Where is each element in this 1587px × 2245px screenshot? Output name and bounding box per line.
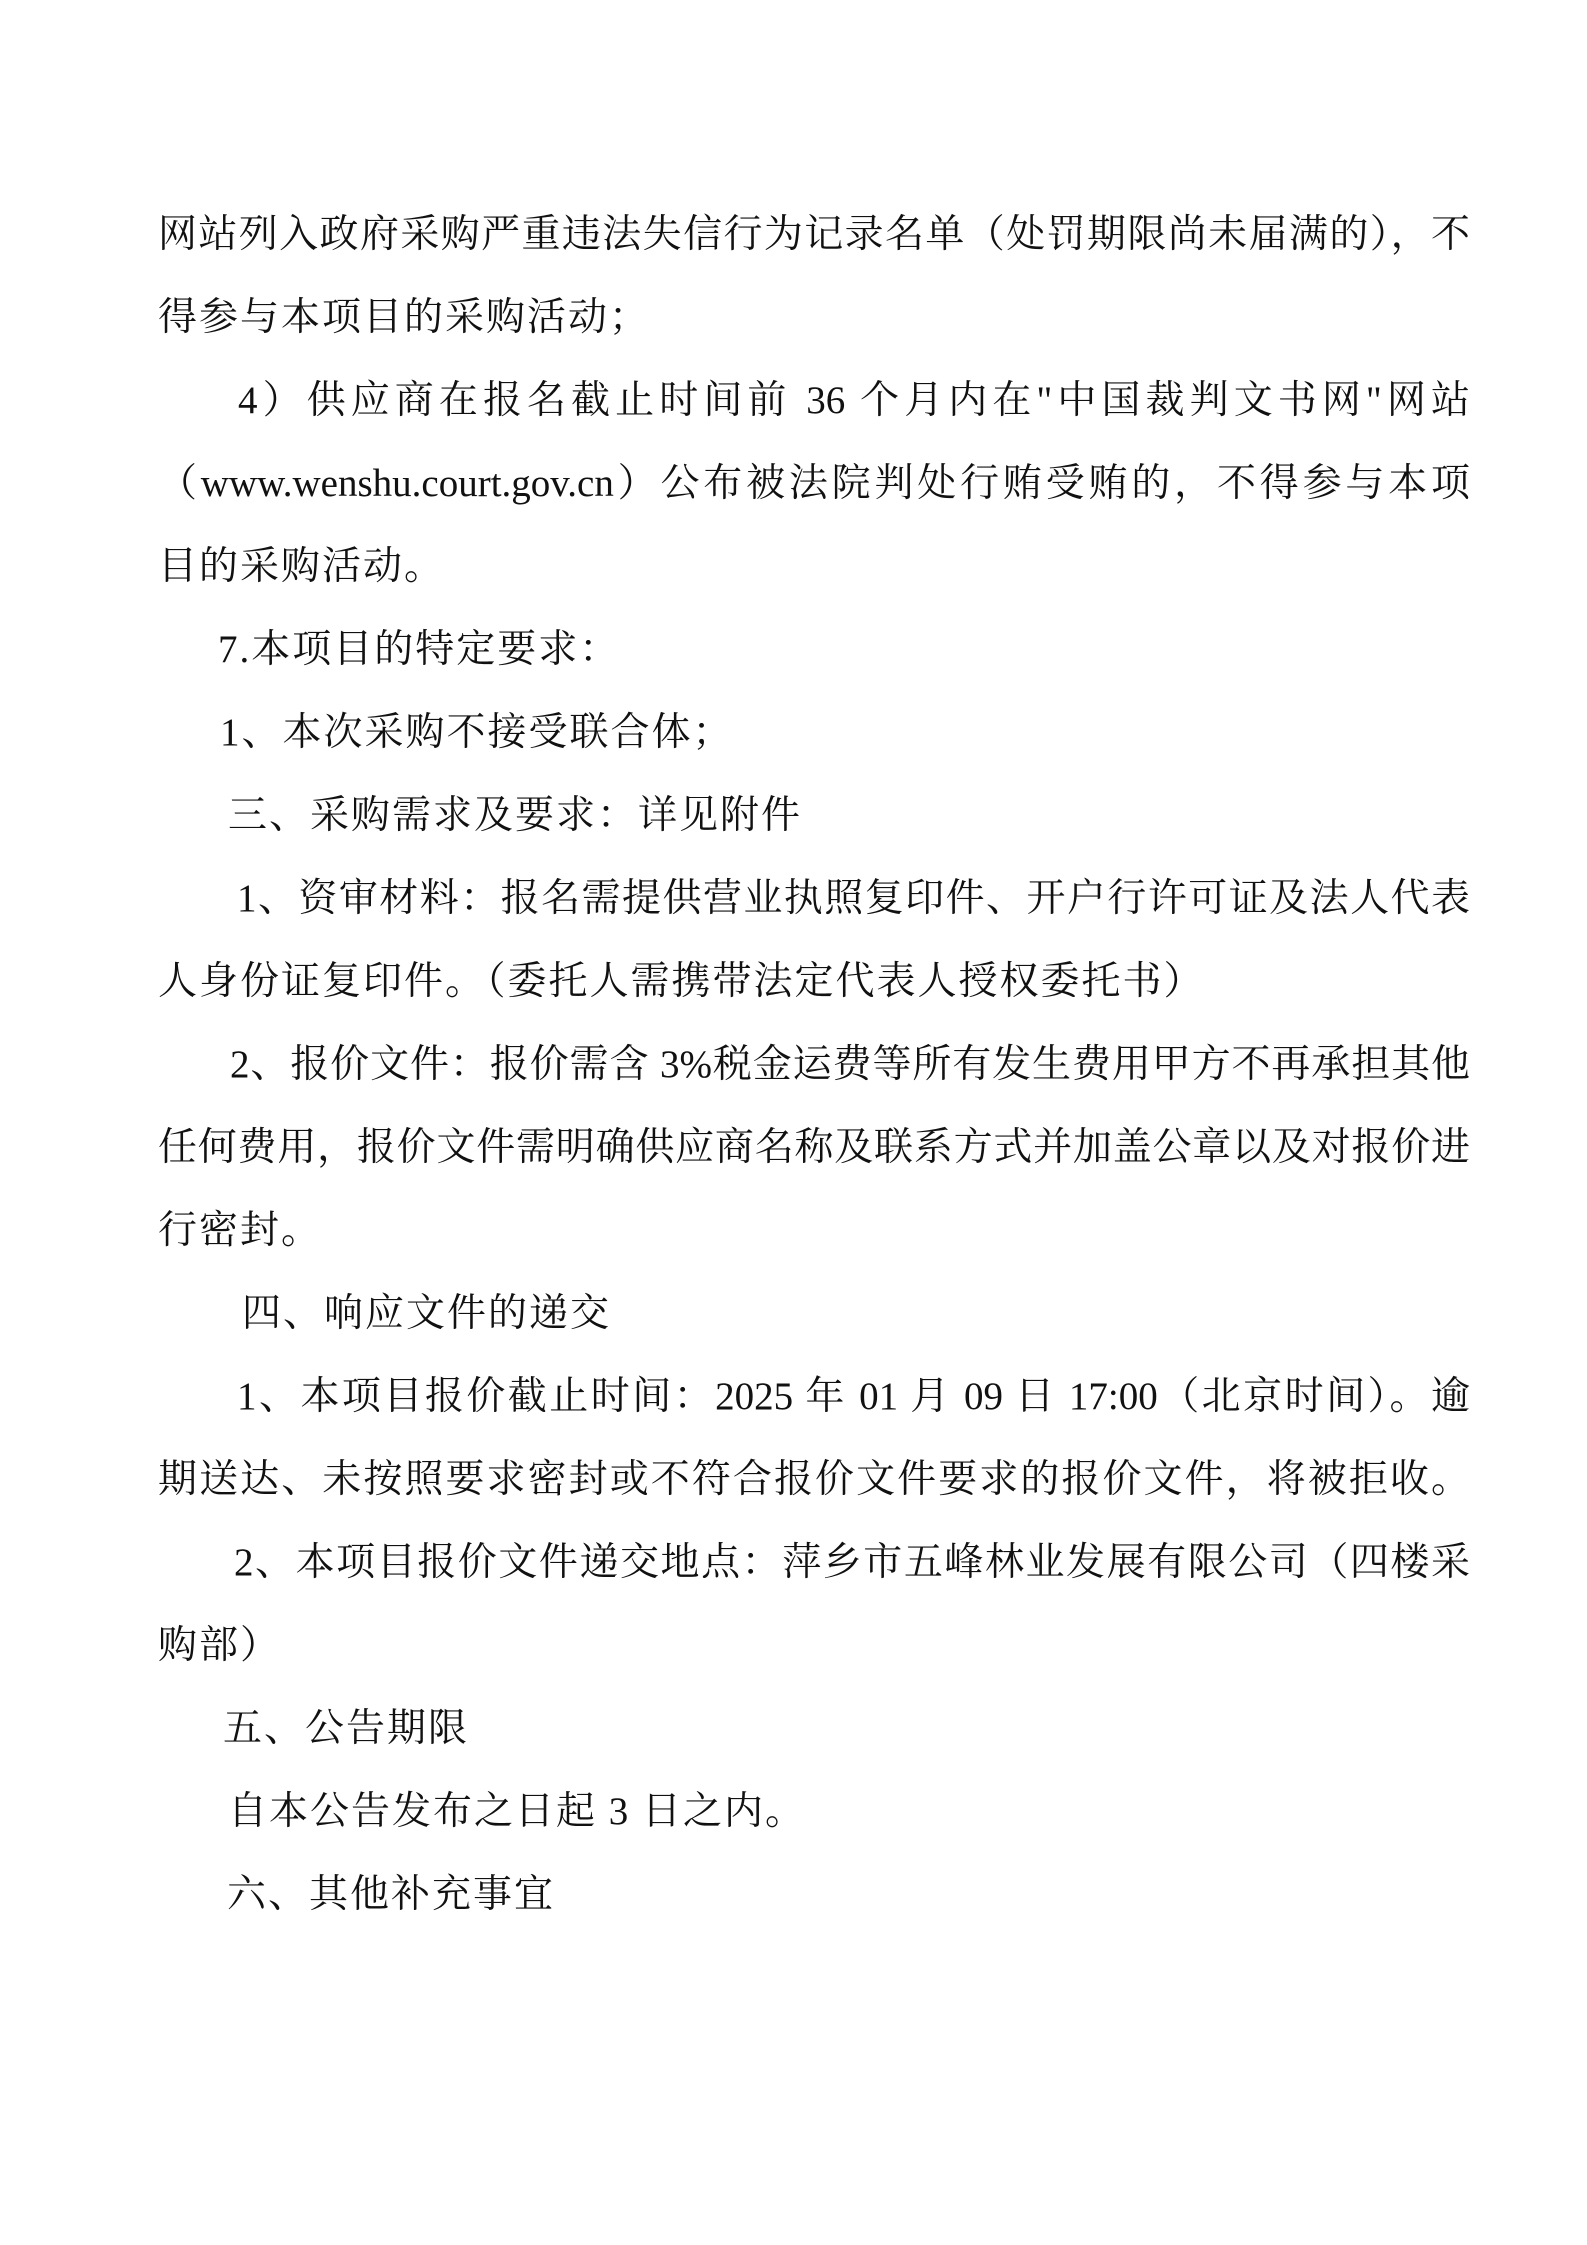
text-line: 1、本次采购不接受联合体； [220, 711, 734, 754]
text-line: 2、本项目报价文件递交地点：萍乡市五峰林业发展有限公司（四楼采 [234, 1541, 1470, 1584]
text-line: 期送达、未按照要求密封或不符合报价文件要求的报价文件，将被拒收。 [158, 1458, 1470, 1501]
text-line: 任何费用，报价文件需明确供应商名称及联系方式并加盖公章以及对报价进 [158, 1126, 1470, 1169]
text-line: 购部） [158, 1624, 282, 1667]
text-line: 得参与本项目的采购活动； [158, 296, 651, 339]
text-line: 三、采购需求及要求：详见附件 [228, 794, 803, 837]
text-line: 2、报价文件：报价需含 3%税金运费等所有发生费用甲方不再承担其他 [230, 1043, 1470, 1086]
text-line: 自本公告发布之日起 3 日之内。 [228, 1790, 807, 1833]
text-line: 1、资审材料：报名需提供营业执照复印件、开户行许可证及法人代表 [237, 877, 1470, 920]
text-line: 行密封。 [158, 1209, 323, 1252]
text-line: 网站列入政府采购严重违法失信行为记录名单（处罚期限尚未届满的），不 [158, 213, 1470, 256]
text-line: 人身份证复印件。（委托人需携带法定代表人授权委托书） [158, 960, 1205, 1003]
text-line: 五、公告期限 [223, 1707, 470, 1750]
text-line: 目的采购活动。 [158, 545, 446, 588]
text-line: 4）供应商在报名截止时间前 36 个月内在"中国裁判文书网"网站 [238, 379, 1470, 422]
text-line: 四、响应文件的递交 [242, 1292, 612, 1335]
text-line: （www.wenshu.court.gov.cn）公布被法院判处行贿受贿的，不得参与本项 [158, 462, 1470, 505]
text-line: 1、本项目报价截止时间：2025 年 01 月 09 日 17:00（北京时间）。逾 [237, 1375, 1470, 1418]
text-line: 7.本项目的特定要求： [218, 628, 621, 671]
document-text-block [158, 193, 1470, 1936]
text-line: 六、其他补充事宜 [227, 1873, 556, 1916]
